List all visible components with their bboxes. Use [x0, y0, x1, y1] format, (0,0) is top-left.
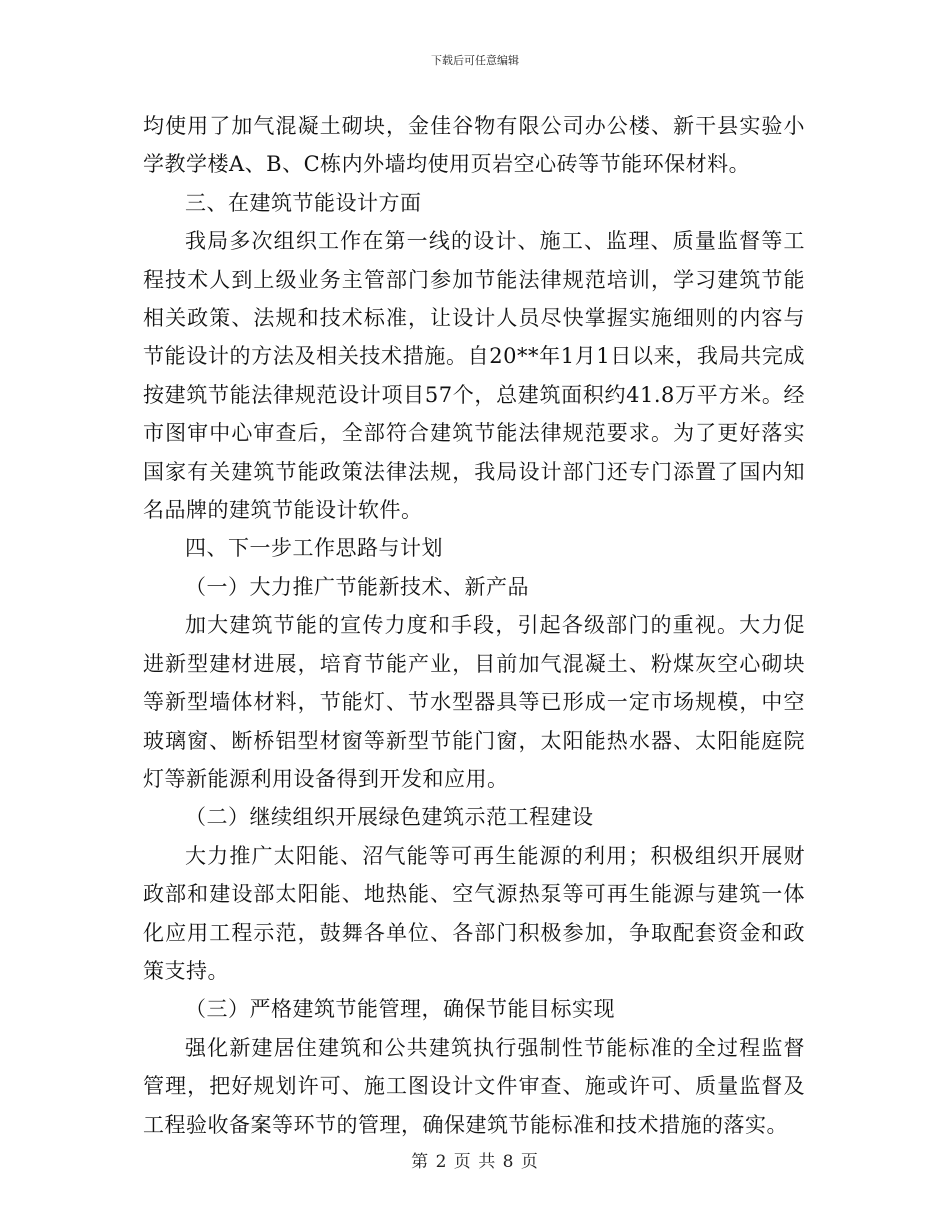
- section-heading-3: 三、在建筑节能设计方面: [185, 190, 422, 215]
- paragraph-design: 我局多次组织工作在第一线的设计、施工、监理、质量监督等工程技术人到上级业务主管部门参加节能法律规范培训，学习建筑节能相关政策、法规和技术标准，让设计人员尽快掌握实施细则的内容与节能设计的方法及相关技术措施。自20**年1月1日以来，我局共完成按建筑节能法律规范设计项目57个，总建筑面积约41.8万平方米。经市图审中心审查后，全部符合建筑节能法律规范要求。为了更好落实国家有关建筑节能政策法律法规，我局设计部门还专门添置了国内知名品牌的建筑节能设计软件。: [143, 229, 805, 523]
- document-body: [143, 107, 805, 1144]
- page-header: 下载后可任意编辑: [431, 54, 519, 67]
- subheading-2: （二）继续组织开展绿色建筑示范工程建设: [185, 805, 594, 830]
- subheading-1: （一）大力推广节能新技术、新产品: [185, 574, 529, 599]
- paragraph-green-building: 大力推广太阳能、沼气能等可再生能源的利用；积极组织开展财政部和建设部太阳能、地热能、空气源热泵等可再生能源与建筑一体化应用工程示范，鼓舞各单位、各部门积极参加，争取配套资金和政策支持。: [143, 843, 805, 983]
- section-heading-4: 四、下一步工作思路与计划: [185, 536, 443, 561]
- page-footer: 第 2 页 共 8 页: [411, 1152, 539, 1172]
- paragraph-management: 强化新建居住建筑和公共建筑执行强制性节能标准的全过程监督管理，把好规划许可、施工图设计文件审查、施或许可、质量监督及工程验收备案等环节的管理，确保建筑节能标准和技术措施的落实。: [143, 1035, 805, 1137]
- paragraph-continuation: 均使用了加气混凝土砌块，金佳谷物有限公司办公楼、新干县实验小学教学楼A、B、C栋内外墙均使用页岩空心砖等节能环保材料。: [143, 114, 805, 177]
- subheading-3: （三）严格建筑节能管理，确保节能目标实现: [185, 997, 615, 1022]
- paragraph-promotion: 加大建筑节能的宣传力度和手段，引起各级部门的重视。大力促进新型建材进展，培育节能产业，目前加气混凝土、粉煤灰空心砌块等新型墙体材料，节能灯、节水型器具等已形成一定市场规模，中空玻璃窗、断桥铝型材窗等新型节能门窗，太阳能热水器、太阳能庭院灯等新能源利用设备得到开发和应用。: [143, 613, 805, 791]
